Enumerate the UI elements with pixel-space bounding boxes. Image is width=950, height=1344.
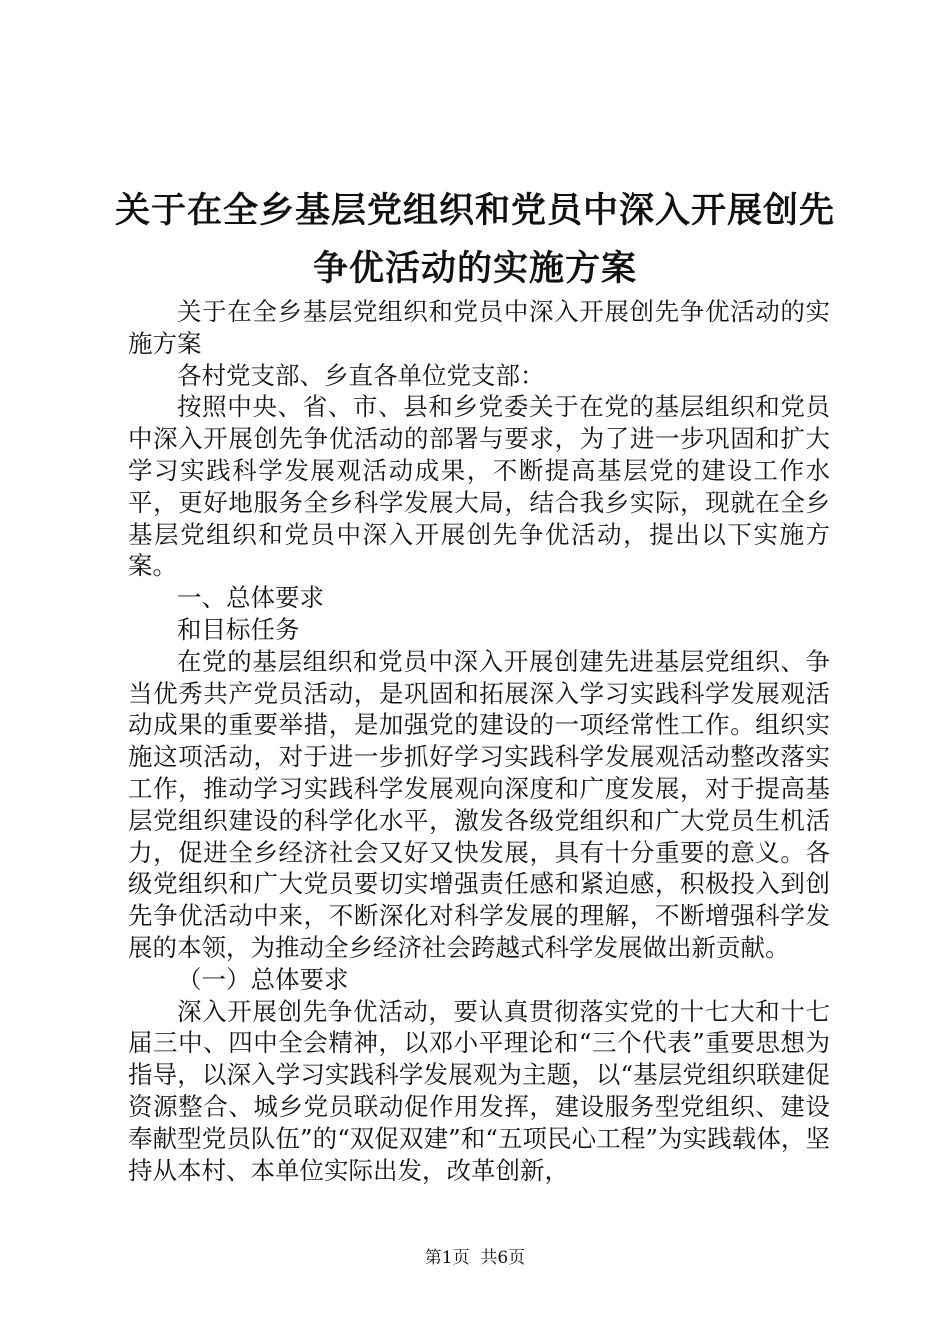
paragraph-intro: 按照中央、省、市、县和乡党委关于在党的基层组织和党员中深入开展创先争优活动的部署与要求，为了进一步巩固和扩大学习实践科学发展观活动成果，不断提高基层党的建设工作水平，更好地服务全乡科学发展大局，结合我乡实际，现就在全乡基层党组织和党员中深入开展创先争优活动，提出以下实施方案。 — [128, 392, 830, 581]
subsection-heading-1: （一）总体要求 — [177, 964, 349, 994]
document-title-line2: 争优活动的实施方案 — [312, 249, 637, 289]
document-body — [128, 296, 830, 1186]
section-heading-1: 一、总体要求 — [177, 583, 324, 613]
page-footer: 第1页 共6页 — [424, 1248, 526, 1268]
paragraph-significance: 在党的基层组织和党员中深入开展创建先进基层党组织、争当优秀共产党员活动，是巩固和拓展深入学习实践科学发展观活动成果的重要举措，是加强党的建设的一项经常性工作。组织实施这项活动，对于进一步抓好学习实践科学发展观活动整改落实工作，推动学习实践科学发展观向深度和广度发展，对于提高基层党组织建设的科学化水平，激发各级党组织和广大党员生机活力，促进全乡经济社会又好又快发展，具有十分重要的意义。各级党组织和广大党员要切实增强责任感和紧迫感，积极投入到创先争优活动中来，不断深化对科学发展的理解，不断增强科学发展的本领，为推动全乡经济社会跨越式科学发展做出新贡献。 — [128, 646, 830, 962]
paragraph-general-requirements: 深入开展创先争优活动，要认真贯彻落实党的十七大和十七届三中、四中全会精神，以邓小平理论和“三个代表”重要思想为指导，以深入学习实践科学发展观为主题，以“基层党组织联建促资源整合、城乡党员联动促作用发挥，建设服务型党组织、建设奉献型党员队伍”的“双促双建”和“五项民心工程”为实践载体，坚持从本村、本单位实际出发，改革创新， — [128, 996, 830, 1185]
paragraph-title-repeat: 关于在全乡基层党组织和党员中深入开展创先争优活动的实施方案 — [128, 297, 830, 358]
paragraph-salutation: 各村党支部、乡直各单位党支部： — [177, 360, 545, 390]
document-title-line1: 关于在全乡基层党组织和党员中深入开展创先 — [114, 191, 835, 231]
section-heading-1-cont: 和目标任务 — [177, 614, 300, 644]
